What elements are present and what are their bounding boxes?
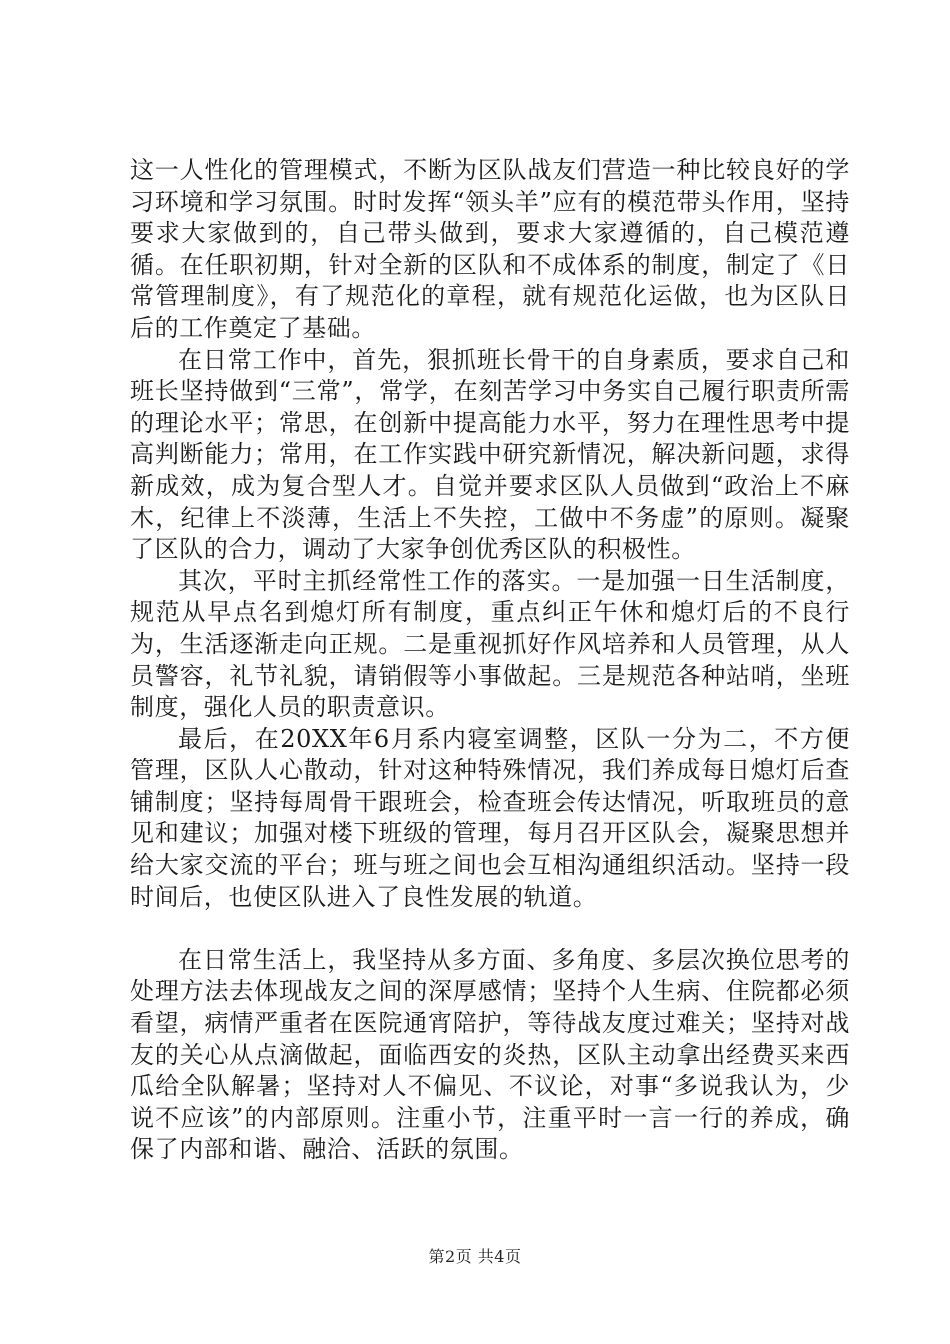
paragraph-dorm-adjustment: 最后，在20XX年6月系内寝室调整，区队一分为二，不方便管理，区队人心散动，针对这种特殊情况，我们养成每日熄灯后查铺制度；坚持每周骨干跟班会，检查班会传达情况，听取班员的意见和建议；加强对楼下班级的管理，每月召开区队会，凝聚思想并给大家交流的平台；班与班之间也会互相沟通组织活动。坚持一段时间后，也使区队进入了良性发展的轨道。 [130,724,850,911]
paragraph-daily-life: 在日常生活上，我坚持从多方面、多角度、多层次换位思考的处理方法去体现战友之间的深厚感情；坚持个人生病、住院都必须看望，病情严重者在医院通宵陪护，等待战友度过难关；坚持对战友的关心从点滴做起，面临西安的炎热，区队主动拿出经费买来西瓜给全队解暑；坚持对人不偏见、不议论，对事“多说我认为，少说不应该”的内部原则。注重小节，注重平时一言一行的养成，确保了内部和谐、融洽、活跃的氛围。 [130,945,850,1164]
paragraph-routine-work: 其次，平时主抓经常性工作的落实。一是加强一日生活制度，规范从早点名到熄灯所有制度，重点纠正午休和熄灯后的不良行为，生活逐渐走向正规。二是重视抓好作风培养和人员管理，从人员警容，礼节礼貌，请销假等小事做起。三是规范各种站哨，坐班制度，强化人员的职责意识。 [130,566,850,722]
paragraph-spacer [130,913,850,945]
document-body [130,155,850,1166]
paragraph-daily-work: 在日常工作中，首先，狠抓班长骨干的自身素质，要求自己和班长坚持做到“三常”，常学，在刻苦学习中务实自己履行职责所需的理论水平；常思，在创新中提高能力水平，努力在理性思考中提高判断能力；常用，在工作实践中研究新情况，解决新问题，求得新成效，成为复合型人才。自觉并要求区队人员做到“政治上不麻木，纪律上不淡薄，生活上不失控，工做中不务虚”的原则。凝聚了区队的合力，调动了大家争创优秀区队的积极性。 [130,345,850,564]
paragraph-management-model: 这一人性化的管理模式，不断为区队战友们营造一种比较良好的学习环境和学习氛围。时时发挥“领头羊”应有的模范带头作用，坚持要求大家做到的，自己带头做到，要求大家遵循的，自己模范遵循。在任职初期，针对全新的区队和不成体系的制度，制定了《日常管理制度》，有了规范化的章程，就有规范化运做，也为区队日后的工作奠定了基础。 [130,156,850,342]
page-number-footer: 第2页 共4页 [428,1247,522,1266]
